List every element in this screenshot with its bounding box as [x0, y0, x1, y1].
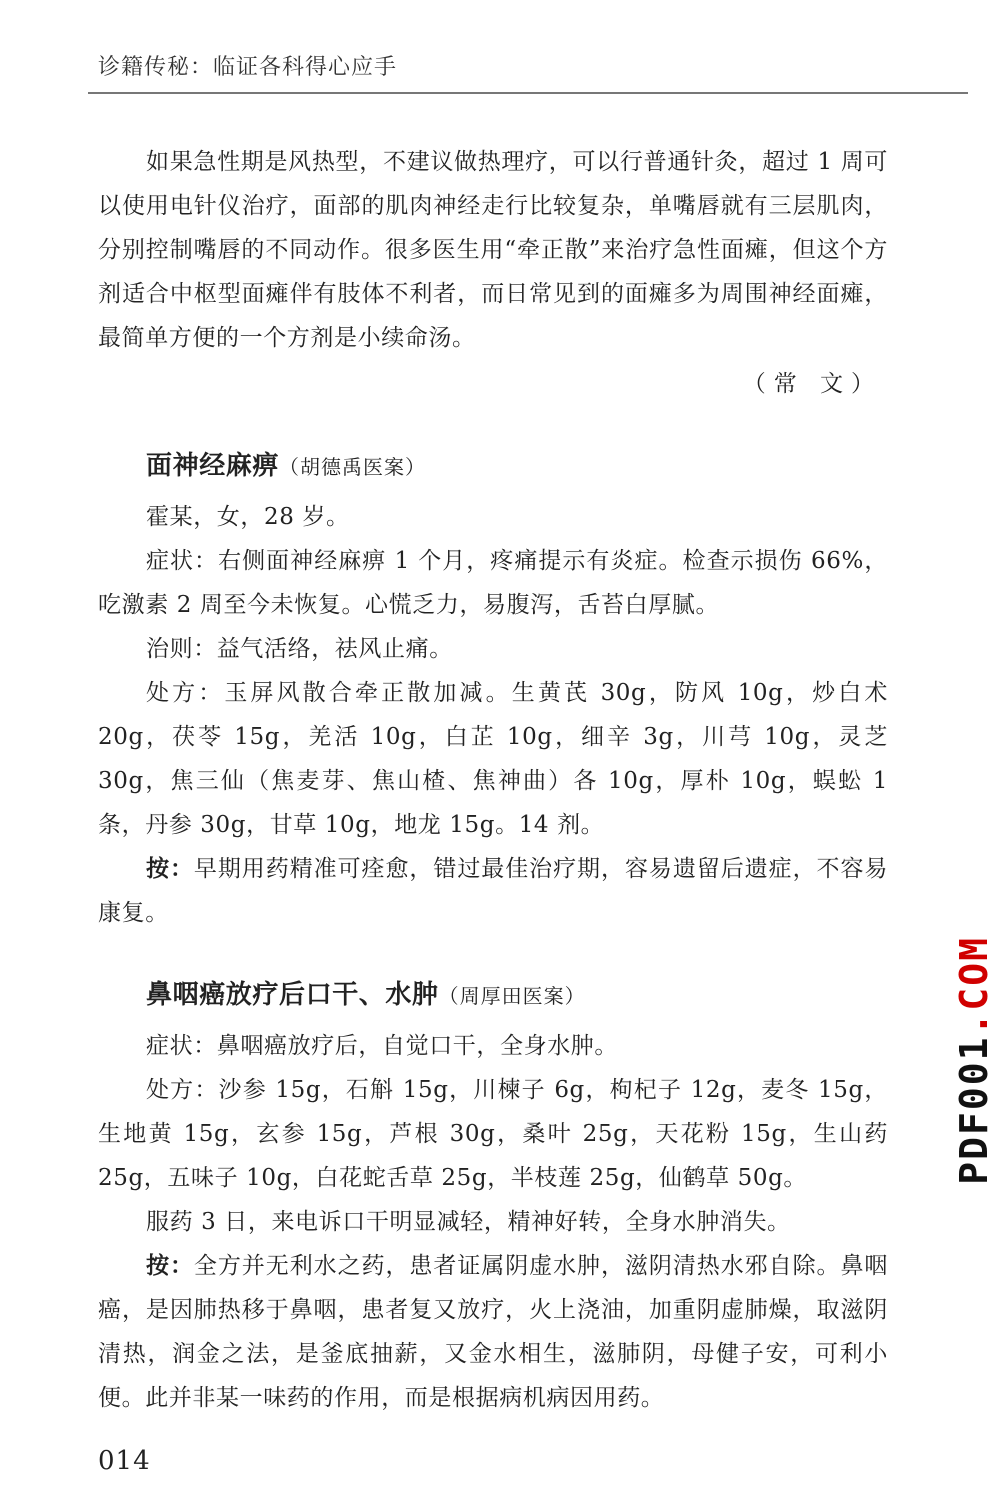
author-signature: （常 文）	[742, 371, 882, 397]
case2-note-text: 全方并无利水之药，患者证属阴虚水肿，滋阴清热水邪自除。鼻咽癌，是因肺热移于鼻咽，患者复又放疗，火上浇油，加重阴虚肺燥，取滋阴清热，润金之法，是釜底抽薪，又金水相生，滋肺阴，母健子安，可利小便。此并非某一味药的作用，而是根据病机病因用药。	[98, 1253, 889, 1411]
site-watermark	[952, 935, 996, 1185]
case2-symptoms: 症状：鼻咽癌放疗后，自觉口干，全身水肿。	[146, 1033, 618, 1059]
case2-heading	[146, 973, 888, 1018]
page-body	[98, 140, 888, 1420]
page-number: 014	[98, 1446, 151, 1476]
case1-attribution: （胡德禹医案）	[279, 455, 427, 479]
case2-attribution: （周厚田医案）	[438, 984, 586, 1008]
case1-patient: 霍某，女，28 岁。	[146, 504, 350, 530]
intro-paragraph: 如果急性期是风热型，不建议做热理疗，可以行普通针灸，超过 1 周可以使用电针仪治疗，面部的肌肉神经走行比较复杂，单嘴唇就有三层肌肉，分别控制嘴唇的不同动作。很多医生用“牵正散”来治疗急性面瘫，但这个方剂适合中枢型面瘫伴有肢体不利者，而日常见到的面瘫多为周围神经面瘫，最简单方便的一个方剂是小续命汤。	[98, 149, 888, 351]
case1-note-label: 按：	[146, 855, 194, 882]
case1-prescription: 处方：玉屏风散合牵正散加减。生黄芪 30g，防风 10g，炒白术 20g，茯苓 15g，羌活 10g，白芷 10g，细辛 3g，川芎 10g，灵芝 30g，焦三仙（焦麦芽、焦山楂、焦神曲）各 10g，厚朴 10g，蜈蚣 1 条，丹参 30g，甘草 10g，地龙 15g。14 剂。	[98, 680, 888, 838]
case1-note	[98, 847, 888, 935]
watermark-prefix: PDF001	[952, 1035, 996, 1185]
case1-title: 面神经麻痹	[146, 451, 280, 481]
running-title: 诊籍传秘：临证各科得心应手	[98, 55, 398, 80]
case1-principle: 治则：益气活络，祛风止痛。	[146, 636, 453, 662]
header-rule	[88, 92, 968, 94]
watermark-suffix: .COM	[952, 935, 996, 1036]
case1-symptoms: 症状：右侧面神经麻痹 1 个月，疼痛提示有炎症。检查示损伤 66%，吃激素 2 周至今未恢复。心慌乏力，易腹泻，舌苔白厚腻。	[98, 548, 888, 618]
case2-title: 鼻咽癌放疗后口干、水肿	[146, 980, 439, 1010]
case2-note-label: 按：	[146, 1252, 194, 1279]
case2-prescription: 处方：沙参 15g，石斛 15g，川楝子 6g，枸杞子 12g，麦冬 15g，生地黄 15g，玄参 15g，芦根 30g，桑叶 25g，天花粉 15g，生山药 25g，五味子 10g，白花蛇舌草 25g，半枝莲 25g，仙鹤草 50g。	[98, 1077, 888, 1191]
case1-note-text: 早期用药精准可痊愈，错过最佳治疗期，容易遗留后遗症，不容易康复。	[98, 856, 889, 926]
case2-note	[98, 1244, 888, 1420]
case1-heading	[146, 444, 888, 489]
case2-followup: 服药 3 日，来电诉口干明显减轻，精神好转，全身水肿消失。	[146, 1209, 791, 1235]
